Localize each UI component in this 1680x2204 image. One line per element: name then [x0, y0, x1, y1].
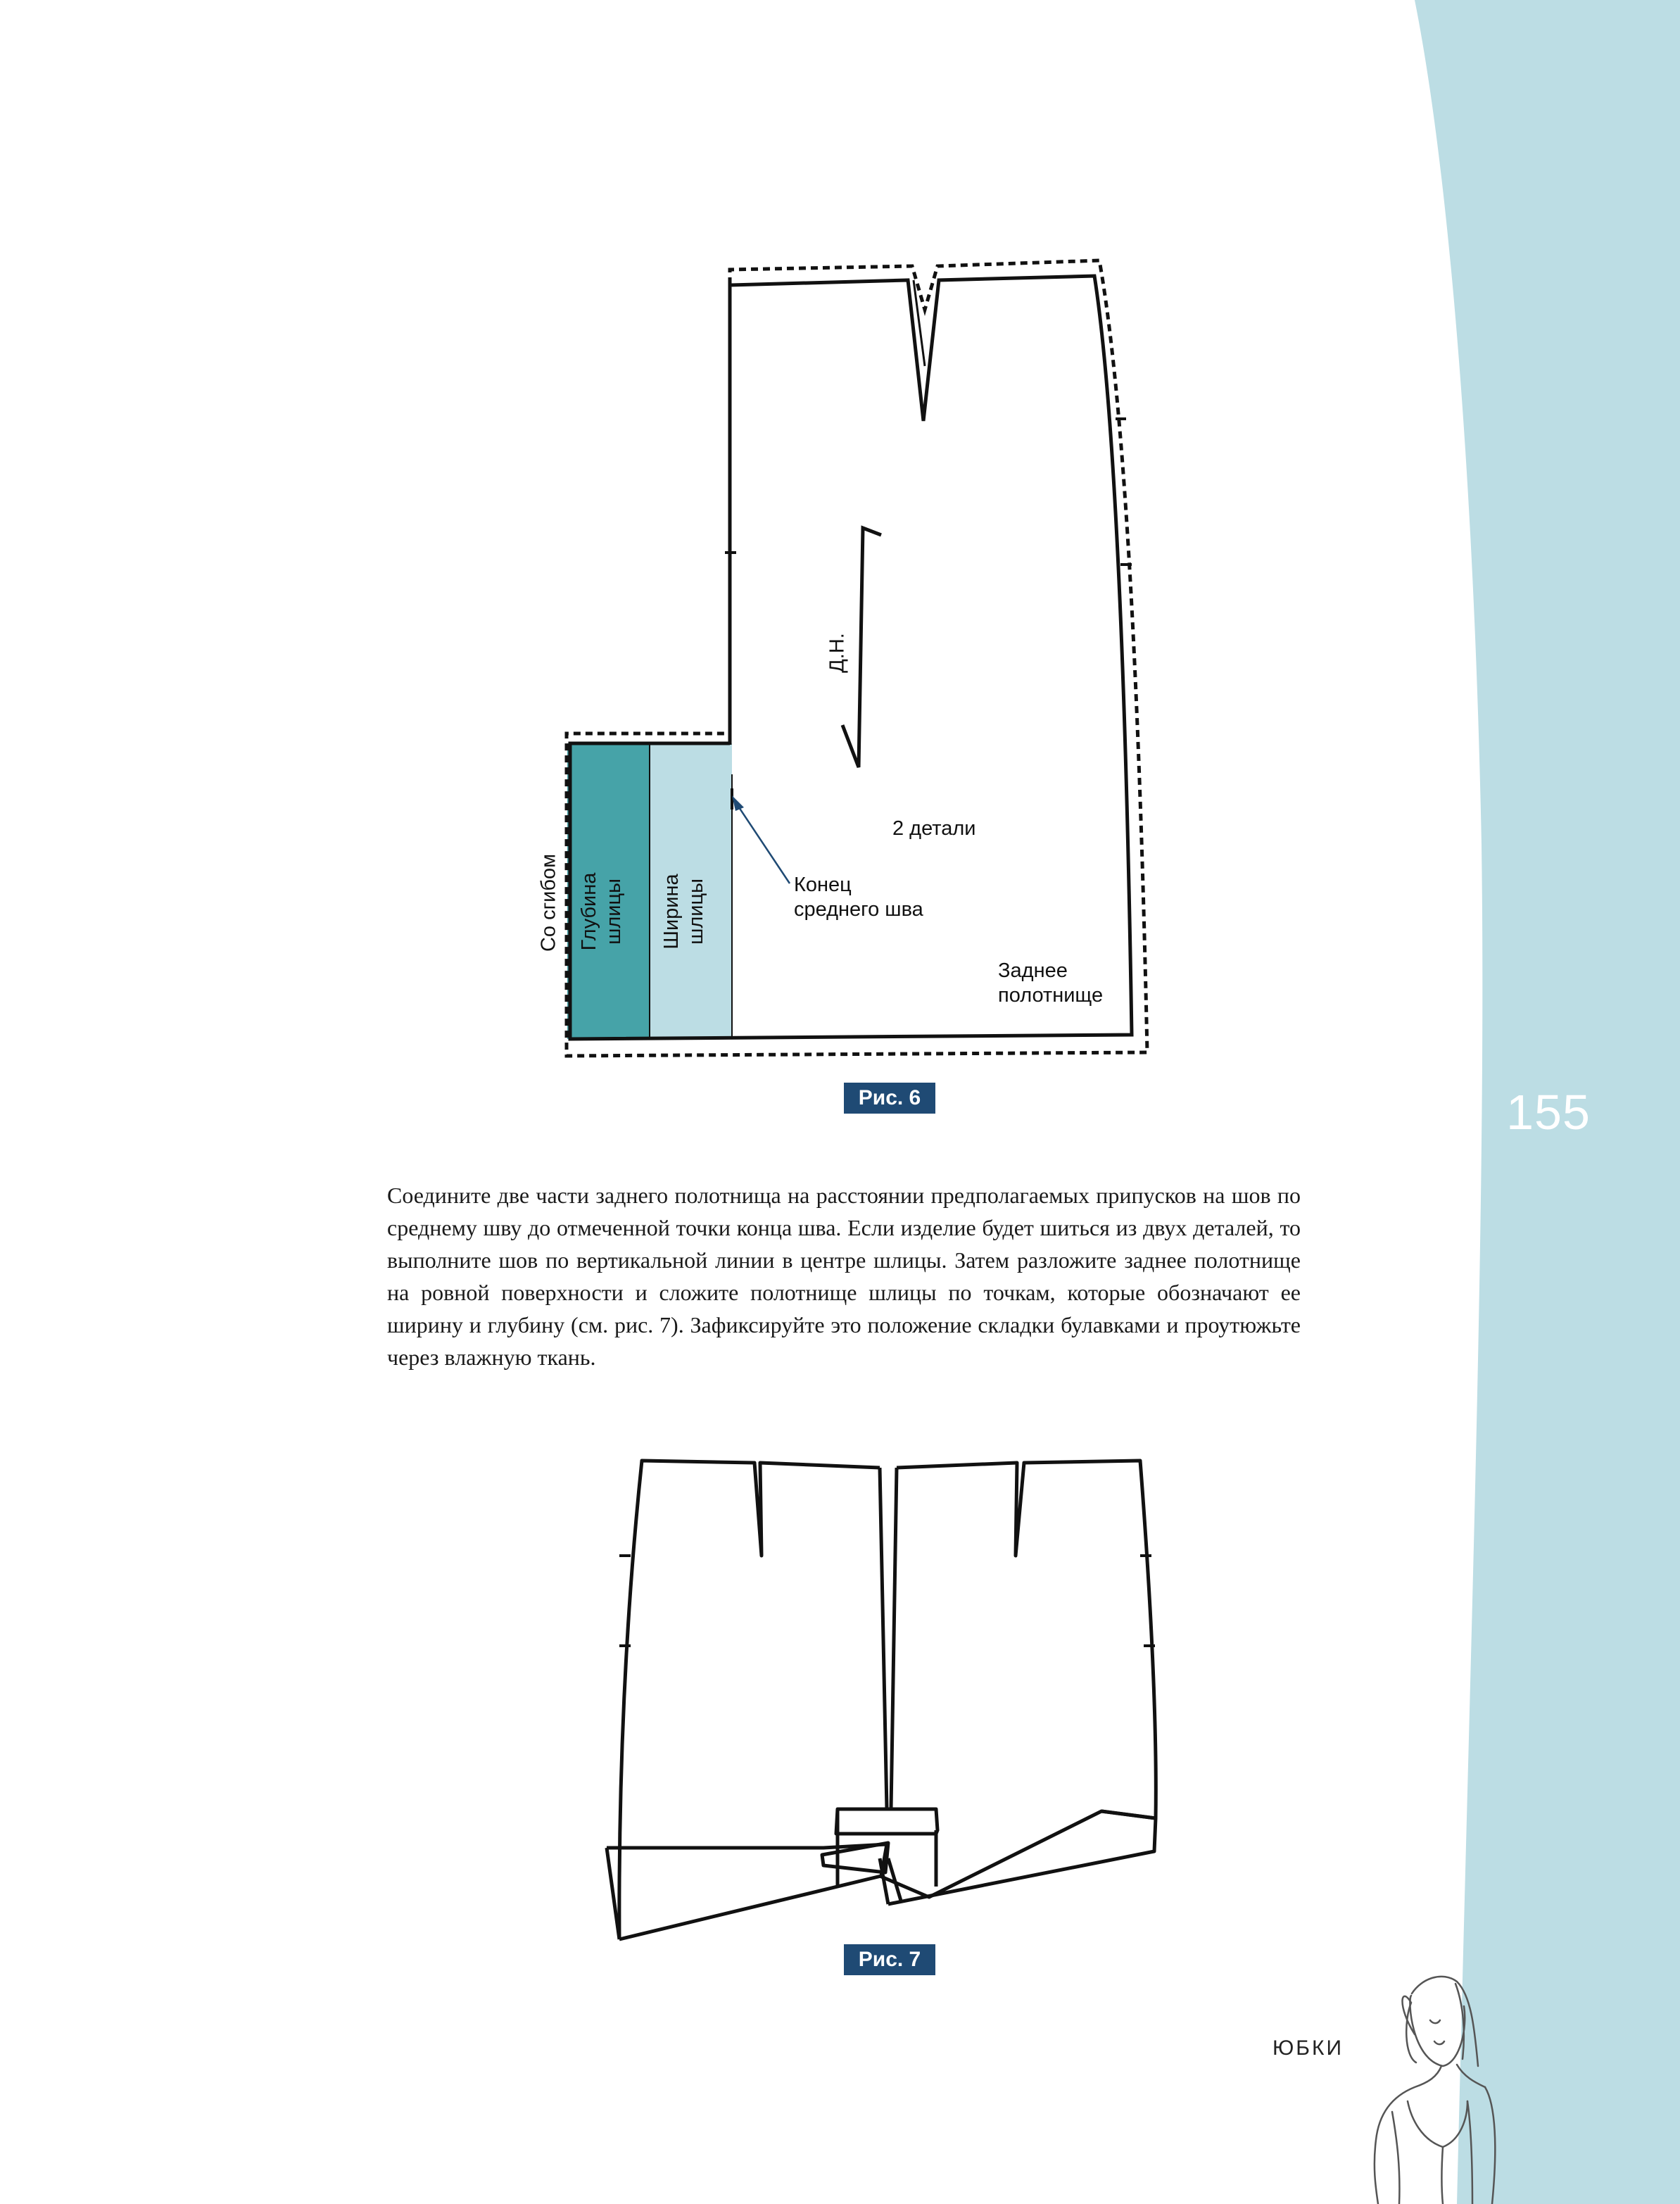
body-paragraph: Соедините две части заднего полотнища на расстоянии предполагаемых припусков на шов по среднему шву до отмеченной точки конца шва. Если изделие будет шиться из двух деталей, то выполните шов по вертикальной линии в центре шлицы. Затем разложите заднее полотнище на ровной поверхности и сложите полотнище шлицы по точкам, которые обозначают ее ширину и глубину (см. рис. 7). Зафиксируйте это положение складки булавками и проутюжьте через влажную ткань.	[387, 1183, 1301, 1370]
pleat-width-line2: шлицы	[685, 879, 707, 945]
figure-7-caption: Рис. 7	[844, 1944, 935, 1975]
grain-line-label: Д.Н.	[826, 633, 849, 673]
pleat-width-line1: Ширина	[660, 874, 683, 950]
fold-label: Со сгибом	[537, 853, 560, 952]
back-panel-line2: полотнище	[998, 984, 1104, 1007]
pleat-depth-line1: Глубина	[578, 872, 600, 951]
seam-end-line1: Конец	[794, 874, 852, 896]
back-panel-line1: Заднее	[998, 959, 1068, 982]
figure-6-caption: Рис. 6	[844, 1083, 935, 1114]
seam-end-line2: среднего шва	[794, 898, 923, 921]
section-label: ЮБКИ	[1272, 2036, 1344, 2060]
pleat-depth-line2: шлицы	[602, 879, 625, 945]
page-number: 155	[1506, 1085, 1591, 1140]
pieces-count-label: 2 детали	[892, 817, 976, 840]
